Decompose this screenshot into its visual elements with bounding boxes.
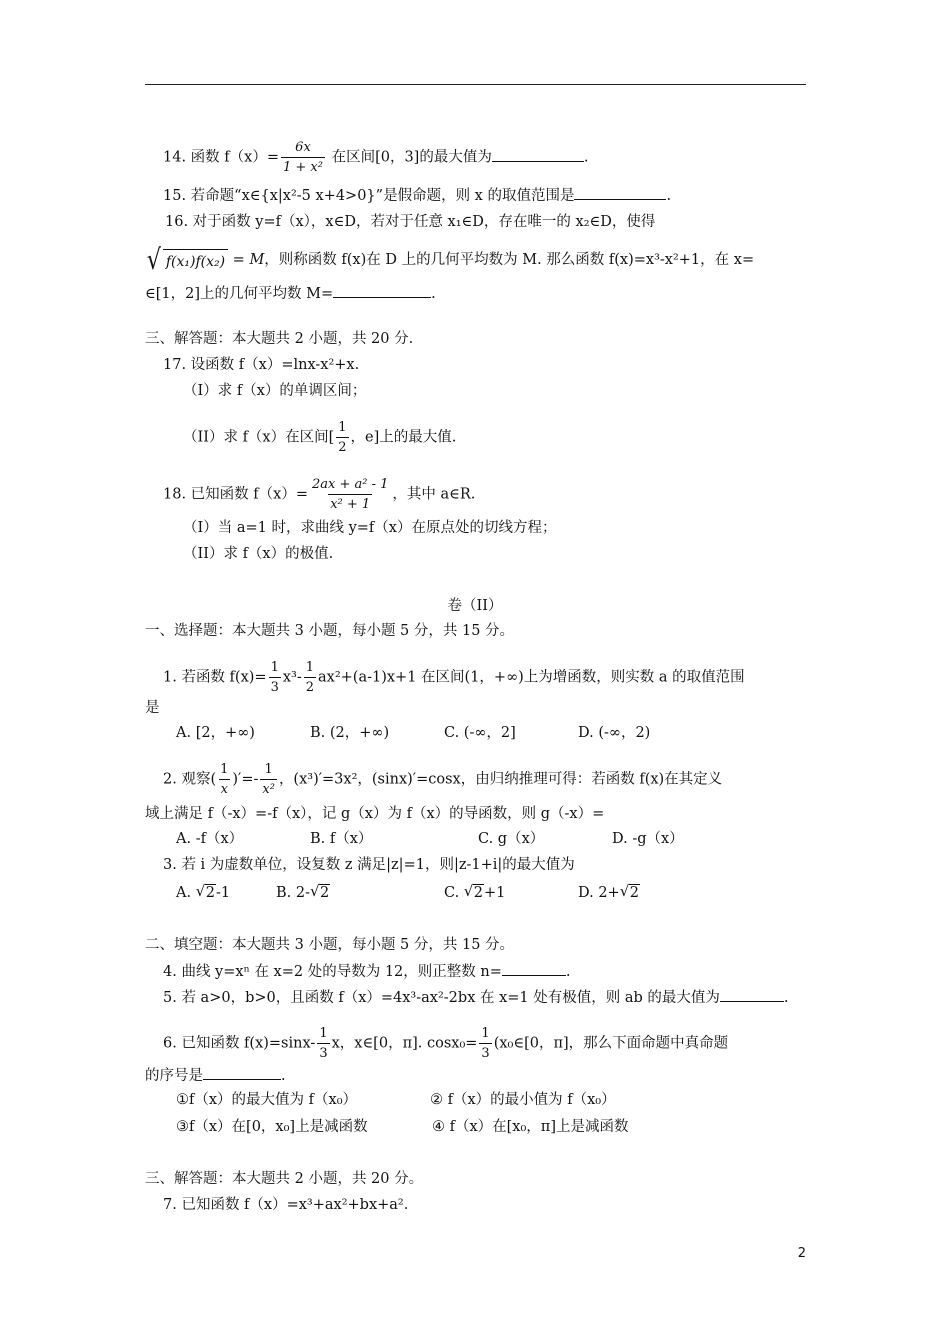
question-3-option-d: D. 2+ √ 2 <box>578 882 639 901</box>
answer-blank <box>574 185 666 200</box>
problem-18-fraction: $\frac{\text{2ax + a² - 1}}{\text{x² + 1}}$ <box>311 477 389 512</box>
section-3-heading: 三、解答题：本大题共 2 小题，共 20 分. <box>145 331 414 347</box>
problem-17-part-2: （II）求 f（x）在区间[ $\frac{1}{2}$ ，e]上的最大值. <box>183 420 457 455</box>
answer-blank <box>502 961 566 976</box>
volume-2-title: 卷（II） <box>447 598 503 614</box>
one-third-fraction: $\frac{1}{3}$ <box>481 1026 490 1061</box>
geometric-mean-sqrt: √ f(x₁)f(x₂) <box>145 246 228 274</box>
problem-16-line-3: ∈[1，2]上的几何平均数 M= . <box>145 283 436 304</box>
sqrt-two: √ 2 <box>310 882 330 901</box>
question-6-continued: 的序号是 . <box>145 1065 286 1086</box>
statement-2: ② f（x）的最小值为 f（x₀） <box>430 1092 616 1108</box>
sqrt-two: √ 2 <box>463 882 484 901</box>
question-2-option-b: B. f（x） <box>310 831 373 847</box>
statement-3: ③f（x）在[0，x₀]上是减函数 <box>176 1119 368 1135</box>
section-fill-heading: 二、填空题：本大题共 3 小题，每小题 5 分，共 15 分。 <box>145 937 515 953</box>
problem-18: 18. 已知函数 f（x）= $\frac{\text{2ax + a² - 1}}{\text{x² + 1}}$ ，其中 a∈R. <box>163 477 476 512</box>
section-choice-heading: 一、选择题：本大题共 3 小题，每小题 5 分，共 15 分。 <box>145 623 515 639</box>
question-3: 3. 若 i 为虚数单位，设复数 z 满足|z|=1，则|z-1+i|的最大值为 <box>163 857 575 873</box>
problem-14-fraction: $\frac{6x}{\text{1 + x²}}$ <box>282 140 323 175</box>
one-half-fraction: $\frac{1}{2}$ <box>338 420 347 455</box>
problem-17: 17. 设函数 f（x）=lnx-x²+x. <box>163 357 360 373</box>
question-7: 7. 已知函数 f（x）=x³+ax²+bx+a². <box>163 1197 409 1213</box>
question-1-option-c: C. (-∞，2] <box>444 725 516 741</box>
question-1-option-d: D. (-∞，2) <box>578 725 651 741</box>
question-1-option-b: B. (2，+∞) <box>310 725 390 741</box>
answer-blank <box>720 987 784 1002</box>
problem-16-line-2: √ f(x₁)f(x₂) = M，则称函数 f(x)在 D 上的几何平均数为 M. 那么函数 f(x)=x³-x²+1，在 x= <box>146 243 755 276</box>
question-2-option-c: C. g（x） <box>478 831 545 847</box>
question-2-option-a: A. -f（x） <box>176 831 244 847</box>
header-rule <box>145 84 806 85</box>
question-1-continued: 是 <box>145 700 160 716</box>
problem-14: 14. 函数 f（x）= $\frac{6x}{\text{1 + x²}}$ 在区间[0，3]的最大值为 . <box>163 140 589 175</box>
question-3-option-c: C. √ 2+1 <box>444 882 506 901</box>
problem-14-prefix: 14. 函数 f（x）= <box>163 149 279 166</box>
question-1-option-a: A. [2，+∞) <box>176 725 255 741</box>
question-2: 2. 观察( $\frac{1}{x}$ )′=- $\frac{1}{\text{x²}}$ ，(x³)′=3x²，(sinx)′=cosx，由归纳推理可得：若函数 f(x)在其定义 <box>163 762 723 797</box>
question-2-option-d: D. -g（x） <box>612 831 684 847</box>
problem-14-suffix: 在区间[0，3]的最大值为 <box>326 149 492 166</box>
page-number: 2 <box>797 1246 806 1261</box>
problem-18-part-2: （II）求 f（x）的极值. <box>183 546 334 562</box>
question-5: 5. 若 a>0，b>0，且函数 f（x）=4x³-ax²-2bx 在 x=1 处有极值，则 ab 的最大值为 . <box>163 987 789 1008</box>
problem-18-part-1: （I）当 a=1 时，求曲线 y=f（x）在原点处的切线方程； <box>183 520 557 536</box>
question-6: 6. 已知函数 f(x)=sinx- $\frac{1}{3}$ x，x∈[0，π]. cosx₀= $\frac{1}{3}$ (x₀∈[0，π]，那么下面命题中真命题 <box>163 1026 729 1061</box>
question-1: 1. 若函数 f(x)= $\frac{1}{3}$ x³- $\frac{1}{2}$ ax²+(a-1)x+1 在区间(1，+∞)上为增函数，则实数 a 的取值范围 <box>163 660 745 695</box>
problem-15-text: 15. 若命题“x∈{x|x²-5 x+4>0}”是假命题，则 x 的取值范围是 <box>163 188 575 204</box>
sqrt-two: √ 2 <box>619 882 639 901</box>
one-over-x-fraction: $\frac{1}{x}$ <box>220 762 229 797</box>
one-third-fraction: $\frac{1}{3}$ <box>319 1026 328 1061</box>
question-2-continued: 域上满足 f（-x）=-f（x），记 g（x）为 f（x）的导函数，则 g（-x）= <box>145 806 605 822</box>
one-half-fraction: $\frac{1}{2}$ <box>305 660 315 695</box>
question-4: 4. 曲线 y=xⁿ 在 x=2 处的导数为 12，则正整数 n= . <box>163 961 571 982</box>
problem-15: 15. 若命题“x∈{x|x²-5 x+4>0}”是假命题，则 x 的取值范围是 . <box>163 185 671 206</box>
answer-blank <box>203 1065 281 1080</box>
sqrt-two: √ 2 <box>195 882 215 901</box>
answer-blank <box>492 147 584 162</box>
question-3-option-a: A. √ 2-1 <box>176 882 231 901</box>
section-solve-heading: 三、解答题：本大题共 2 小题，共 20 分。 <box>145 1171 424 1187</box>
answer-blank <box>333 283 431 298</box>
question-3-option-b: B. 2- √ 2 <box>276 882 330 901</box>
statement-1: ①f（x）的最大值为 f（x₀） <box>176 1092 358 1108</box>
problem-16-line-1: 16. 对于函数 y=f（x），x∈D，若对于任意 x₁∈D，存在唯一的 x₂∈D，使得 <box>165 214 656 230</box>
one-over-x-squared-fraction: $\frac{1}{\text{x²}}$ <box>262 762 275 797</box>
statement-4: ④ f（x）在[x₀，π]上是减函数 <box>432 1119 629 1135</box>
problem-17-part-1: （I）求 f（x）的单调区间； <box>183 383 367 399</box>
one-third-fraction: $\frac{1}{3}$ <box>270 660 279 695</box>
